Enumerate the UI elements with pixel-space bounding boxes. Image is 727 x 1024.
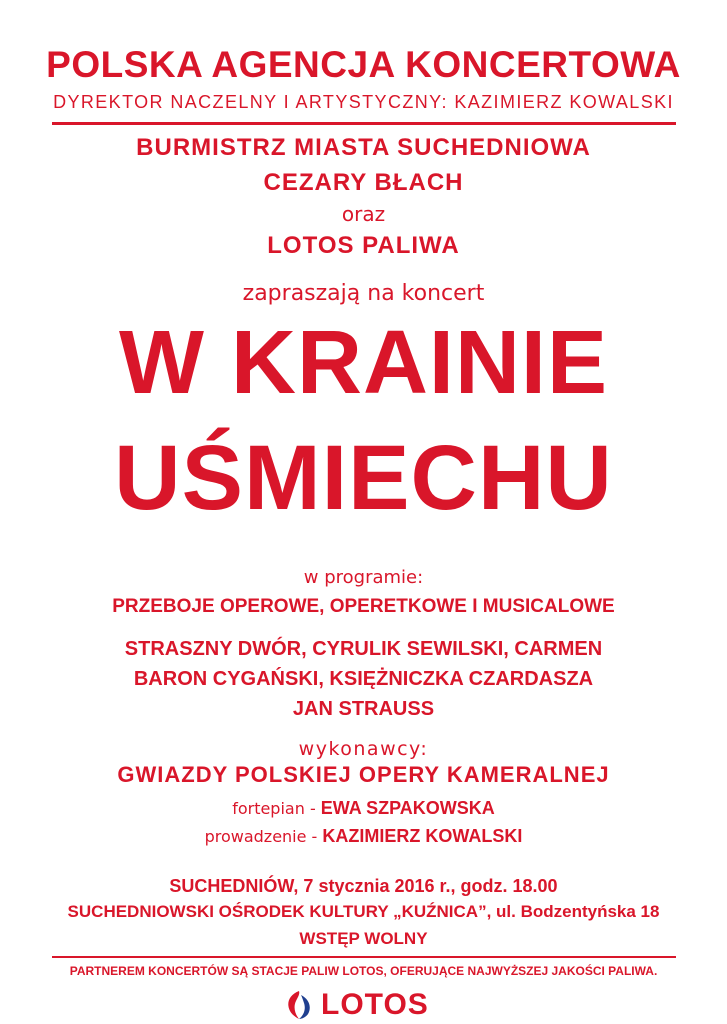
performers-label: wykonawcy:: [298, 738, 429, 760]
host-mayor-title: BURMISTRZ MIASTA SUCHEDNIOWA: [136, 134, 591, 161]
host-conjunction: oraz: [341, 202, 386, 226]
program-line: STRASZNY DWÓR, CYRULIK SEWILSKI, CARMEN: [124, 638, 603, 660]
pianist-role: fortepian -: [232, 799, 321, 818]
program-line: BARON CYGAŃSKI, KSIĘŻNICZKA CZARDASZA: [133, 668, 594, 690]
divider-top: [52, 122, 676, 125]
divider-bottom: [52, 956, 676, 958]
concert-title-line-1: W KRAINIE: [119, 313, 608, 413]
event-venue: SUCHEDNIOWSKI OŚRODEK KULTURY „KUŹNICA”, ul. Bodzentyńska 18: [67, 902, 660, 921]
event-date-time: SUCHEDNIÓW, 7 stycznia 2016 r., godz. 18.00: [169, 876, 558, 896]
invitation-text: zapraszają na koncert: [242, 281, 485, 306]
concert-title-line-2: UŚMIECHU: [114, 427, 613, 529]
host-sponsor: LOTOS PALIWA: [267, 232, 460, 259]
event-entry: WSTĘP WOLNY: [299, 929, 428, 948]
lotos-logo: [283, 986, 429, 1024]
presenter-name: KAZIMIERZ KOWALSKI: [322, 826, 523, 846]
program-line: PRZEBOJE OPEROWE, OPERETKOWE I MUSICALOWE: [112, 596, 615, 617]
host-mayor-name: CEZARY BŁACH: [263, 169, 464, 196]
program-line: JAN STRAUSS: [292, 698, 435, 720]
program-label: w programie:: [303, 567, 424, 588]
pianist-credit: [0, 798, 727, 819]
performers-main: GWIAZDY POLSKIEJ OPERY KAMERALNEJ: [117, 762, 610, 787]
presenter-role: prowadzenie -: [204, 827, 323, 846]
lotos-flame-icon: [283, 989, 315, 1021]
partner-note: PARTNEREM KONCERTÓW SĄ STACJE PALIW LOTOS, OFERUJĄCE NAJWYŻSZEJ JAKOŚCI PALIWA.: [69, 964, 658, 978]
presenter-credit: [0, 826, 727, 847]
organizer-director-line: DYREKTOR NACZELNY I ARTYSTYCZNY: KAZIMIERZ KOWALSKI: [53, 92, 674, 112]
lotos-logo-text: LOTOS: [321, 988, 429, 1021]
organizer-name: POLSKA AGENCJA KONCERTOWA: [46, 44, 681, 85]
pianist-name: EWA SZPAKOWSKA: [320, 798, 495, 818]
